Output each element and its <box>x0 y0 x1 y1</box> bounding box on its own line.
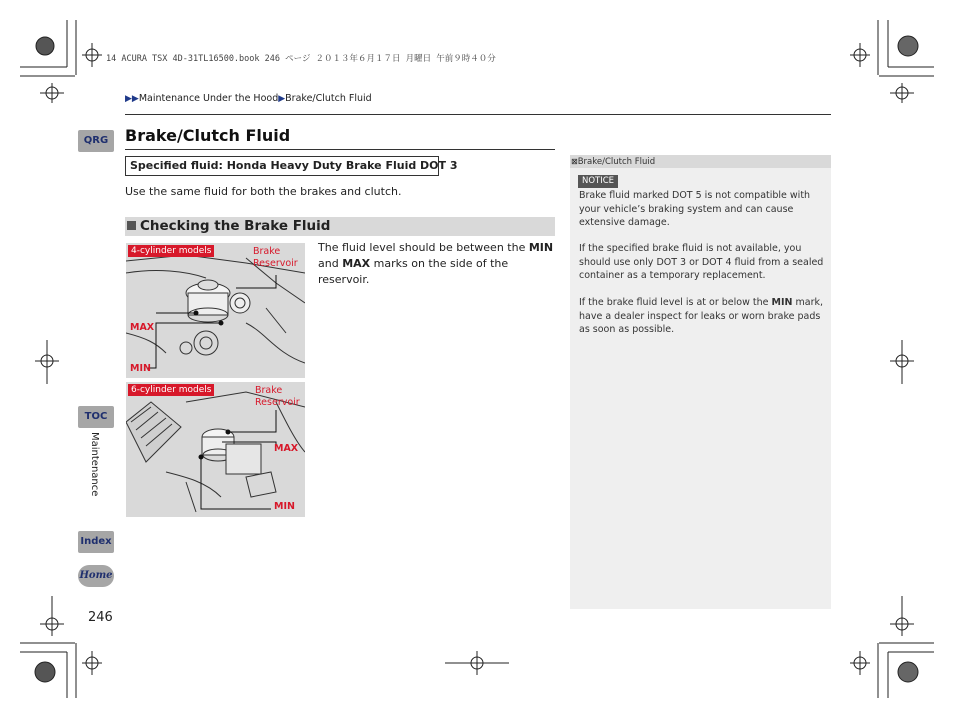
callout-line: Brake <box>253 246 281 257</box>
side-paragraph-3 <box>579 296 825 337</box>
callout-brake-reservoir <box>255 385 300 409</box>
side-paragraph-1: Brake fluid marked DOT 5 is not compatible with your vehicle’s braking system and can cause extensive damage. <box>579 190 811 228</box>
side-paragraph-2: If the specified brake fluid is not available, you should use only DOT 3 or DOT 4 fluid from a sealed container as a temporary replacement. <box>579 243 824 281</box>
section-header <box>125 217 555 236</box>
figure-6-cylinder <box>126 382 305 517</box>
triangle-right-icon: ▶▶ <box>125 94 139 104</box>
qrg-button[interactable]: QRG <box>78 130 114 152</box>
text-span: marks on the side of the reservoir. <box>318 257 509 286</box>
text-span: The fluid level should be between the <box>318 241 529 254</box>
specified-fluid-box: Specified fluid: Honda Heavy Duty Brake Fluid DOT 3 <box>125 156 439 176</box>
divider <box>125 149 555 150</box>
figure-model-label: 6-cylinder models <box>128 384 214 396</box>
breadcrumb <box>125 93 372 104</box>
min-label: MIN <box>528 241 554 254</box>
max-label: MAX <box>342 257 371 270</box>
callout-line: Reservoir <box>253 258 298 269</box>
min-label: MIN <box>771 297 793 308</box>
breadcrumb-current: Brake/Clutch Fluid <box>285 93 372 104</box>
home-icon: Home <box>79 570 113 581</box>
fluid-level-text <box>318 240 558 288</box>
text-span: If the brake fluid level is at or below the <box>579 297 772 308</box>
notice-badge: NOTICE <box>578 175 618 188</box>
figure-model-label: 4-cylinder models <box>128 245 214 257</box>
figure-4-cylinder <box>126 243 305 378</box>
square-bullet-icon <box>127 221 136 230</box>
cross-reference-icon: ⊠ <box>571 157 578 166</box>
text-span: and <box>318 257 343 270</box>
page-number: 246 <box>88 610 113 625</box>
side-note-header <box>570 155 831 168</box>
callout-min: MIN <box>274 501 295 512</box>
divider <box>125 114 831 115</box>
triangle-right-icon: ▶ <box>278 94 286 104</box>
section-tab-label: Maintenance <box>89 432 100 497</box>
toc-button[interactable]: TOC <box>78 406 114 428</box>
callout-line: Reservoir <box>255 397 300 408</box>
intro-text: Use the same fluid for both the brakes and clutch. <box>125 185 402 198</box>
section-title: Checking the Brake Fluid <box>140 218 331 234</box>
breadcrumb-link-maintenance[interactable]: Maintenance Under the Hood <box>138 93 279 104</box>
callout-line: Brake <box>255 385 283 396</box>
home-button[interactable] <box>78 565 114 587</box>
text-span: mark, have a dealer inspect for leaks or worn brake pads as soon as possible. <box>579 297 823 335</box>
page-title: Brake/Clutch Fluid <box>125 126 291 145</box>
print-info-line: 14 ACURA TSX 4D-31TL16500.book 246 ページ ２０１３年６月１７日 月曜日 午前９時４０分 <box>106 54 496 64</box>
callout-max: MAX <box>274 443 299 454</box>
callout-brake-reservoir <box>253 246 298 270</box>
callout-max: MAX <box>130 322 155 333</box>
index-button[interactable]: Index <box>78 531 114 553</box>
callout-min: MIN <box>130 363 151 374</box>
side-note-title[interactable]: Brake/Clutch Fluid <box>577 157 656 167</box>
